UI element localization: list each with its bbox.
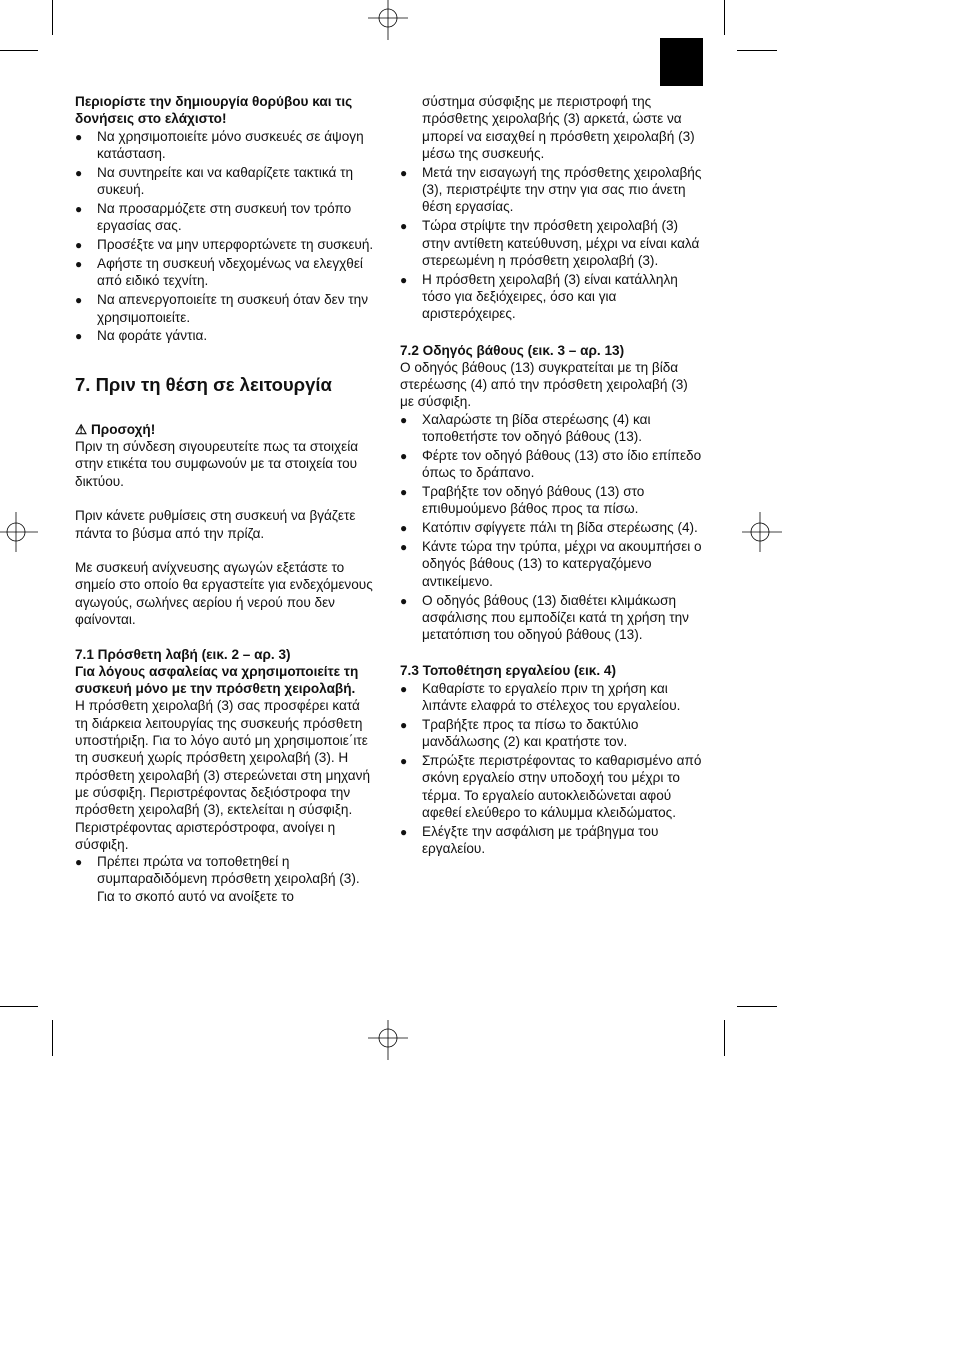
list-item: ● Μετά την εισαγωγή της πρόσθετης χειρολαβής (3), περιστρέψτε την στην για σας πιο άνετη θέση εργασίας. bbox=[400, 164, 705, 216]
registration-mark-icon bbox=[368, 0, 408, 40]
list-item: ● Καθαρίστε το εργαλείο πριν τη χρήση και λιπάντε ελαφρά το στέλεχος του εργαλείου. bbox=[400, 680, 705, 715]
noise-list bbox=[75, 128, 375, 345]
list-item: ● Φέρτε τον οδηγό βάθους (13) στο ίδιο επίπεδο όπως το δράπανο. bbox=[400, 447, 705, 482]
unplug-paragraph: Πριν κάνετε ρυθμίσεις στη συσκευή να βγάζετε πάντα το βύσμα από την πρίζα. bbox=[75, 508, 356, 541]
crop-mark bbox=[52, 1020, 53, 1056]
list-item: ● Αφήστε τη συσκευή νδεχομένως να ελεγχθεί από ειδικό τεχνίτη. bbox=[75, 255, 375, 290]
registration-mark-icon bbox=[0, 512, 38, 552]
safety-note: Για λόγους ασφαλείας να χρησιμοποιείτε τη συσκευή μόνο με την πρόσθετη χειρολαβή. bbox=[75, 663, 359, 697]
crop-mark bbox=[52, 0, 53, 35]
crop-mark bbox=[0, 1006, 38, 1007]
caution-label: Προσοχή! bbox=[90, 421, 156, 437]
crop-mark bbox=[0, 50, 38, 51]
handle-description: Η πρόσθετη χειρολαβή (3) σας προσφέρει κατά τη διάρκεια λειτουργίας της συσκευής πρόσθετη υποστήριξη. Για το λόγο αυτό μη χρησιμοποιε΄ιτε τη συσκευή χωρίς πρόσθετη χειρολαβή (3). Η πρόσθετη χειρολαβή (3) στερεώνεται στη μηχανή με σύσφιξη. Περιστρέφοντας δεξιόστροφα την πρόσθετη χειρολαβή (3), εκτελείται η σύσφιξη. Περιστρέφοντας αριστερόστροφα, ανοίγει η σύσφιξη. bbox=[75, 698, 371, 852]
warning-triangle-icon: ⚠ bbox=[75, 421, 88, 437]
crop-mark bbox=[724, 1020, 725, 1056]
list-item: ● Κατόπιν σφίγγετε πάλι τη βίδα στερέωσης (4). bbox=[400, 519, 705, 536]
list-item: ● Τραβήξτε προς τα πίσω το δακτύλιο μανδάλωσης (2) και κρατήστε τον. bbox=[400, 716, 705, 751]
list-item: ● Να συντηρείτε και να καθαρίζετε τακτικά τη συκευή. bbox=[75, 164, 375, 199]
depth-guide-list bbox=[400, 411, 705, 644]
list-item: ● Σπρώξτε περιστρέφοντας το καθαρισμένο από σκόνη εργαλείο στην υποδοχή του μέχρι το τέρμα. Το εργαλείο αυτοκλειδώνεται αφού αφεθεί ελεύθερο το κάλυμμα κλειδώματος. bbox=[400, 752, 705, 821]
list-item: ● Να φοράτε γάντια. bbox=[75, 327, 375, 344]
registration-mark-icon bbox=[742, 512, 782, 552]
subsection-heading: 7.3 Τοποθέτηση εργαλείου (εικ. 4) bbox=[400, 663, 616, 679]
crop-mark bbox=[737, 50, 777, 51]
list-item: ● Η πρόσθετη χειρολαβή (3) είναι κατάλληλη τόσο για δεξιόχειρες, όσο και για αριστερόχειρες. bbox=[400, 271, 705, 323]
list-item: ● Να προσαρμόζετε στη συσκευή τον τρόπο εργασίας σας. bbox=[75, 200, 375, 235]
section-title: 7. Πριν τη θέση σε λειτουργία bbox=[75, 373, 332, 395]
handle-list-continued bbox=[400, 93, 705, 323]
caution-text: Πριν τη σύνδεση σιγουρευτείτε πως τα στοιχεία στην ετικέτα του συμφωνούν με τα στοιχεία του δικτύου. bbox=[75, 439, 359, 489]
subsection-heading: 7.2 Οδηγός βάθους (εικ. 3 – αρ. 13) bbox=[400, 342, 625, 358]
detector-paragraph: Με συσκευή ανίχνευσης αγωγών εξετάστε το σημείο στο οποίο θα εργαστείτε για ενδεχόμενους αγωγούς, σωλήνες αερίου ή νερού που δεν φαίνονται. bbox=[75, 560, 373, 627]
list-item-continuation: σύστημα σύσφιξης με περιστροφή της πρόσθετης χειρολαβής (3) αρκετά, ώστε να μπορεί να εισαχθεί η πρόσθετη χειρολαβή (3) μέσω της συσκευής. bbox=[422, 94, 695, 161]
list-item: ● Χαλαρώστε τη βίδα στερέωσης (4) και τοποθετήστε τον οδηγό βάθους (13). bbox=[400, 411, 705, 446]
handle-list bbox=[75, 853, 375, 905]
list-item: ● Τώρα στρίψτε την πρόσθετη χειρολαβή (3) στην αντίθετη κατεύθυνση, μέχρι να είναι καλά στερεωμένη η πρόσθετη χειρολαβή (3). bbox=[400, 217, 705, 269]
subsection-heading: 7.1 Πρόσθετη λαβή (εικ. 2 – αρ. 3) bbox=[75, 646, 291, 662]
crop-mark bbox=[724, 0, 725, 35]
list-item: ● Προσέξτε να μην υπερφορτώνετε τη συσκευή. bbox=[75, 236, 375, 253]
right-column bbox=[400, 93, 705, 859]
list-item: ● Τραβήξτε τον οδηγό βάθους (13) στο επιθυμούμενο βάθος προς τα πίσω. bbox=[400, 483, 705, 518]
depth-guide-description: Ο οδηγός βάθους (13) συγκρατείται με τη βίδα στερέωσης (4) από την πρόσθετη χειρολαβή (3) με σύσφιξη. bbox=[400, 359, 688, 410]
left-column bbox=[75, 93, 375, 907]
list-item: ● Ελέγξτε την ασφάλιση με τράβηγμα του εργαλείου. bbox=[400, 823, 705, 858]
list-item: ● Πρέπει πρώτα να τοποθετηθεί η συμπαραδιδόμενη πρόσθετη χειρολαβή (3). Για το σκοπό αυτό να ανοίξετε το bbox=[75, 853, 375, 905]
caution-heading bbox=[75, 421, 375, 438]
crop-mark bbox=[737, 1006, 777, 1007]
list-item: ● Κάντε τώρα την τρύπα, μέχρι να ακουμπήσει ο οδηγός βάθους (13) το κατεργαζόμενο αντικείμενο. bbox=[400, 538, 705, 590]
noise-heading: Περιορίστε την δημιουργία θορύβου και τις δονήσεις στο ελάχιστο! bbox=[75, 94, 353, 127]
list-item: ● Να απενεργοποιείτε τη συσκευή όταν δεν την χρησιμοποιείτε. bbox=[75, 291, 375, 326]
list-item: ● Να χρησιμοποιείτε μόνο συσκευές σε άψογη κατάσταση. bbox=[75, 128, 375, 163]
language-tab-marker bbox=[660, 38, 703, 86]
tool-insert-list bbox=[400, 680, 705, 858]
list-item: ● Ο οδηγός βάθους (13) διαθέτει κλιμάκωση ασφάλισης που εμποδίζει κατά τη χρήση την μετατόπιση του οδηγού βάθους (13). bbox=[400, 592, 705, 644]
registration-mark-icon bbox=[368, 1020, 408, 1060]
